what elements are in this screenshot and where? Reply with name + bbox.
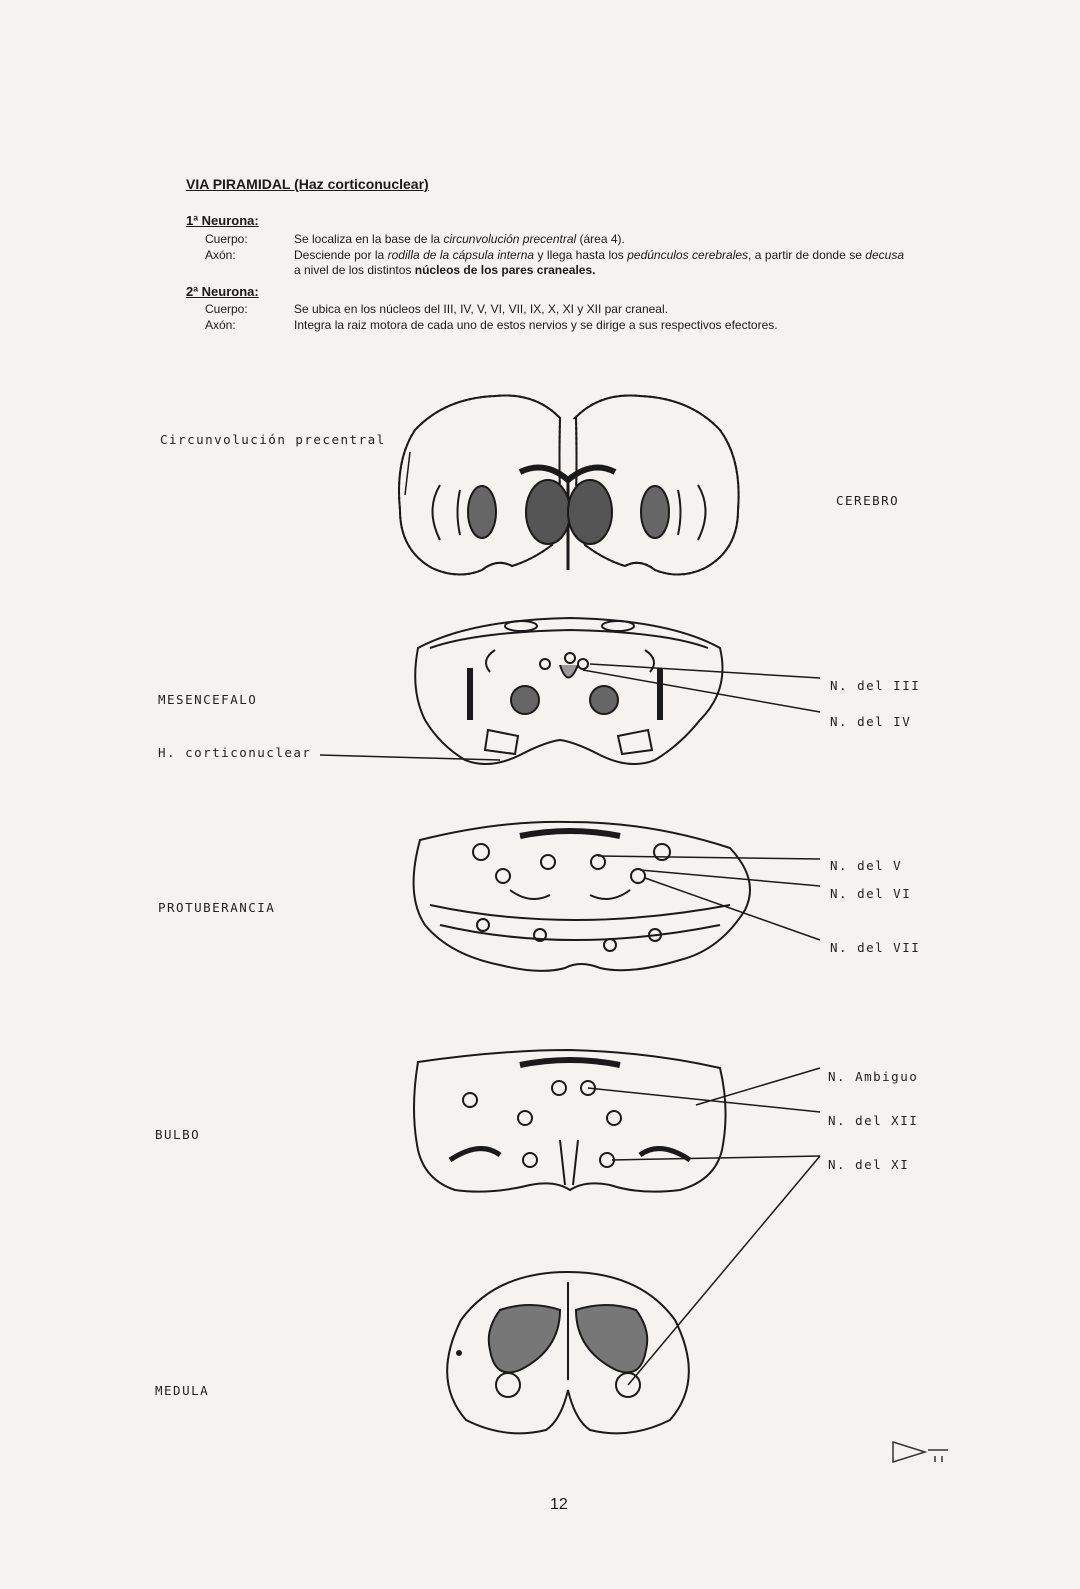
cerebrum-section xyxy=(399,395,739,574)
label-circunvolucion-precentral: Circunvolución precentral xyxy=(160,432,386,447)
page-title: VIA PIRAMIDAL (Haz corticonuclear) xyxy=(186,176,429,192)
label-n-iii: N. del III xyxy=(830,678,921,693)
midbrain-section xyxy=(415,618,722,764)
neuron1-axon-text: Desciende por la rodilla de la cápsula interna y llega hasta los pedúnculos cerebrales, a partir de donde se decusa a nivel de los distintos núcleos de los pares craneales. xyxy=(294,248,904,277)
neuron1-body-label: Cuerpo: xyxy=(205,232,248,246)
neuron2-heading: 2ª Neurona: xyxy=(186,284,259,299)
neuron2-axon-label: Axón: xyxy=(205,318,236,332)
label-n-ambiguo: N. Ambiguo xyxy=(828,1069,919,1084)
label-h-corticonuclear: H. corticonuclear xyxy=(158,745,312,760)
neuron2-body-label: Cuerpo: xyxy=(205,302,248,316)
author-signature xyxy=(893,1442,948,1462)
label-n-vi: N. del VI xyxy=(830,886,912,901)
label-n-v: N. del V xyxy=(830,858,903,873)
pons-section xyxy=(414,822,750,971)
label-cerebro: CEREBRO xyxy=(836,493,900,508)
label-medula: MEDULA xyxy=(155,1383,210,1398)
medulla-oblongata-section xyxy=(414,1050,726,1192)
label-mesencefalo: MESENCEFALO xyxy=(158,692,258,707)
neuron1-body-text: Se localiza en la base de la circunvolución precentral (área 4). xyxy=(294,232,625,246)
label-bulbo: BULBO xyxy=(155,1127,201,1142)
neuron1-axon-label: Axón: xyxy=(205,248,236,262)
label-protuberancia: PROTUBERANCIA xyxy=(158,900,276,915)
label-n-iv: N. del IV xyxy=(830,714,912,729)
leader-lines xyxy=(320,452,820,1385)
neuron2-axon-text: Integra la raiz motora de cada uno de estos nervios y se dirige a sus respectivos efectores. xyxy=(294,318,778,332)
page-number: 12 xyxy=(550,1496,568,1513)
label-n-xii: N. del XII xyxy=(828,1113,919,1128)
neuron2-body-text: Se ubica en los núcleos del III, IV, V, VI, VII, IX, X, XI y XII par craneal. xyxy=(294,302,668,316)
label-n-xi: N. del XI xyxy=(828,1157,910,1172)
spinal-cord-section xyxy=(447,1272,689,1433)
label-n-vii: N. del VII xyxy=(830,940,921,955)
neuron1-heading: 1ª Neurona: xyxy=(186,213,259,228)
